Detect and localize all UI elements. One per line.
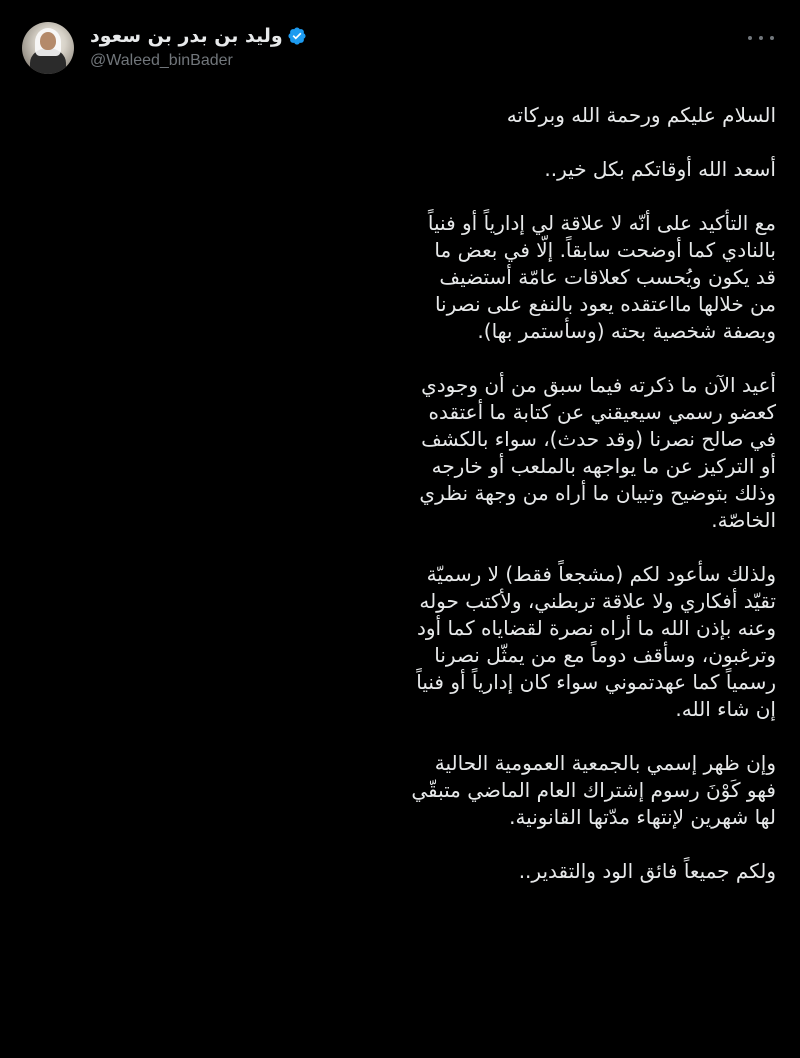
tweet-line: لها شهرين لإنتهاء مدّتها القانونية.	[509, 805, 776, 829]
tweet-line: أسعد الله أوقاتكم بكل خير..	[544, 157, 776, 181]
avatar-face	[40, 32, 56, 50]
tweet-line: وعنه بإذن الله ما أراه نصرة لقضاياه كما أود	[416, 616, 776, 640]
tweet-line: وذلك بتوضيح وتبيان ما أراه من وجهة نظري	[419, 481, 776, 505]
tweet-line: ولذلك سأعود لكم (مشجعاً فقط) لا رسميّة	[426, 562, 776, 586]
tweet-line: بالنادي كما أوضحت سابقاً. إلّا في بعض ما	[434, 238, 776, 262]
tweet-line: رسمياً كما عهدتموني سواء كان إدارياً أو فنياً	[416, 670, 776, 694]
author-display-name[interactable]: وليد بن بدر بن سعود	[90, 25, 283, 47]
tweet-line: وإن ظهر إسمي بالجمعية العمومية الحالية	[434, 751, 776, 775]
more-dot	[759, 36, 763, 40]
tweet-paragraph	[346, 858, 776, 885]
tweet-header	[22, 22, 782, 82]
tweet-line: فهو كَوْنَ رسوم إشتراك العام الماضي متبقّي	[411, 778, 776, 802]
avatar[interactable]	[22, 22, 74, 74]
author-name-row	[90, 22, 307, 50]
tweet-line: قد يكون ويُحسب كعلاقات عامّة أستضيف	[439, 265, 776, 289]
tweet-line: تقيّد أفكاري ولا علاقة تربطني، ولأكتب حوله	[419, 589, 776, 613]
more-dot	[748, 36, 752, 40]
tweet-line: من خلالها مااعتقده يعود بالنفع على نصرنا	[434, 292, 776, 316]
tweet-paragraph	[346, 561, 776, 723]
tweet-line: إن شاء الله.	[675, 697, 776, 721]
tweet-line: وترغبون، وسأقف دوماً مع من يمثّل نصرنا	[434, 643, 776, 667]
tweet-line: في صالح نصرنا (وقد حدث)، سواء بالكشف	[421, 427, 776, 451]
more-dot	[770, 36, 774, 40]
tweet-line: السلام عليكم ورحمة الله وبركاته	[506, 103, 776, 127]
tweet-paragraph	[346, 750, 776, 831]
more-horizontal-icon[interactable]	[748, 30, 774, 46]
tweet-line: كعضو رسمي سيعيقني عن كتابة ما أعتقده	[428, 400, 776, 424]
tweet-line: وبصفة شخصية بحته (وسأستمر بها).	[477, 319, 776, 343]
tweet-line: الخاصّة.	[711, 508, 776, 532]
tweet-line: مع التأكيد على أنّه لا علاقة لي إدارياً أو فنياً	[427, 211, 776, 235]
tweet-paragraph	[346, 210, 776, 345]
tweet-line: أو التركيز عن ما يواجهه بالملعب أو خارجه	[431, 454, 776, 478]
verified-badge-icon	[287, 26, 307, 46]
author-handle[interactable]: @Waleed_binBader	[90, 52, 233, 69]
author-identity	[90, 22, 307, 74]
tweet-text	[346, 102, 776, 912]
tweet-paragraph	[346, 102, 776, 129]
tweet-paragraph	[346, 156, 776, 183]
tweet-line: أعيد الآن ما ذكرته فيما سبق من أن وجودي	[421, 373, 776, 397]
tweet-line: ولكم جميعاً فائق الود والتقدير..	[518, 859, 776, 883]
tweet-paragraph	[346, 372, 776, 534]
